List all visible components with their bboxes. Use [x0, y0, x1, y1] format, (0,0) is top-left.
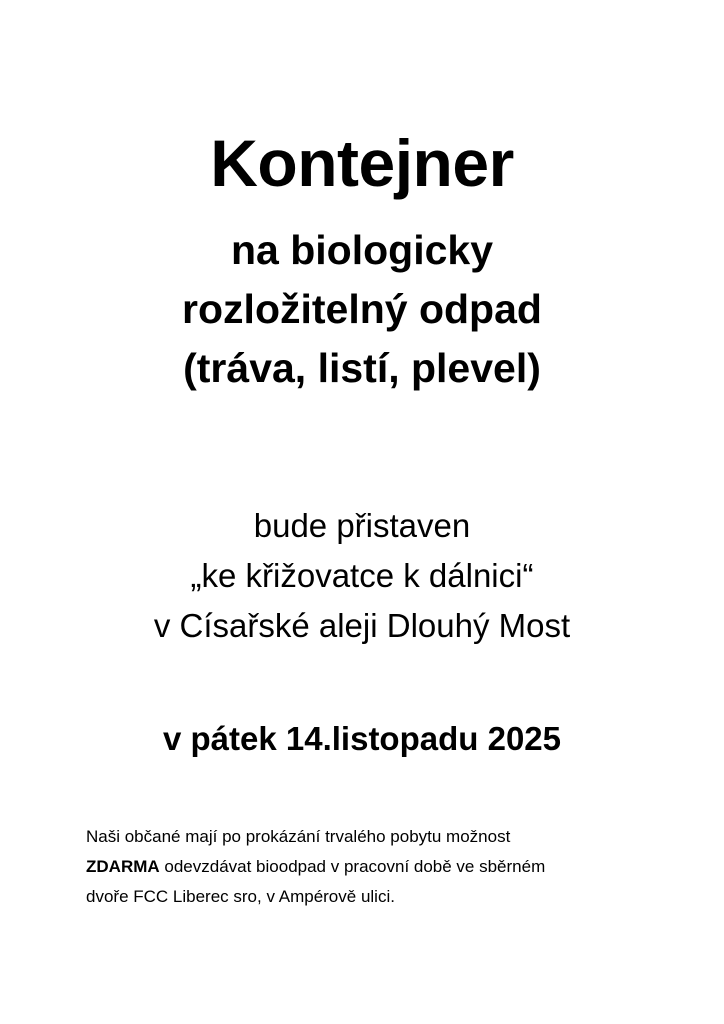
note-emphasis: ZDARMA: [86, 857, 160, 876]
note-line-rest: odevzdávat bioodpad v pracovní době ve sběrném: [159, 857, 546, 876]
subtitle-line: (tráva, listí, plevel): [183, 345, 541, 391]
event-date: v pátek 14.listopadu 2025: [162, 720, 561, 757]
note-line: [86, 852, 646, 882]
location-line: „ke křižovatce k dálnici“: [190, 557, 534, 594]
location-line: v Císařské aleji Dlouhý Most: [153, 607, 571, 644]
subtitle-line: na biologicky: [231, 227, 493, 273]
subtitle-line: rozložitelný odpad: [182, 286, 542, 332]
location-line: bude přistaven: [253, 507, 471, 544]
note-line: Naši občané mají po prokázání trvalého pobytu možnost: [86, 827, 511, 846]
subtitle: [0, 221, 724, 398]
note-paragraph: [86, 822, 646, 912]
location-block: [0, 501, 724, 651]
note-line: dvoře FCC Liberec sro, v Ampérově ulici.: [86, 887, 395, 906]
page-title: Kontejner: [210, 126, 514, 200]
